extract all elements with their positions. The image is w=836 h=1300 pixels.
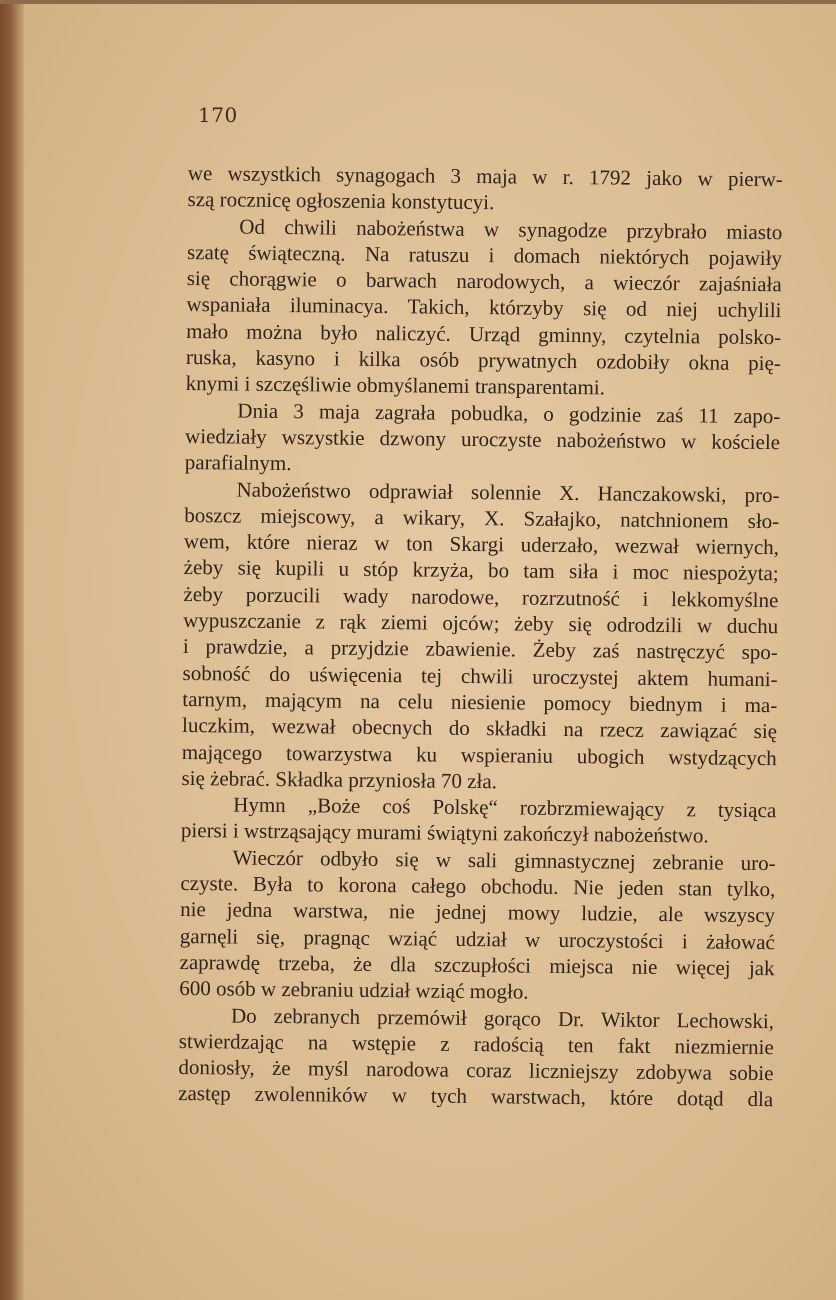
text-line: Od chwili nabożeństwa w synagodze przybrało miasto [239,214,783,244]
text-line: nie jedna warstwa, nie jednej mowy ludzie, ale wszyscy [180,897,776,928]
text-line: wem, które nieraz w ton Skargi uderzało, wezwał wiernych, [183,529,780,560]
text-line: mającego towarzystwa ku wspieraniu ubogich wstydzących [181,739,777,770]
text-line: się żebrać. Składka przyniosła 70 zła. [181,765,498,794]
text-line: ruska, kasyno i kilka osób prywatnych ozdobiły okna pię- [185,345,782,376]
text-line: się chorągwie o barwach narodowych, a wieczór zajaśniała [186,266,782,297]
text-line: boszcz miejscowy, a wikary, X. Szałajko, natchnionem sło- [184,502,780,534]
text-line: garnęli się, pragnąc wziąć udział w uroczystości i żałować [179,923,775,954]
text-line: tarnym, mającym na celu niesienie pomocy biednym i ma- [182,686,778,718]
text-line: mało można było naliczyć. Urząd gminny, czytelnia polsko- [186,318,782,350]
text-line: Hymn „Boże coś Polskę“ rozbrzmiewający z tysiąca [233,792,777,823]
text-line: parafialnym. [184,450,292,476]
text-line: we wszystkich synagogach 3 maja w r. 1792 jako w pierw- [187,160,783,192]
text-line: luczkim, wezwał obecnych do składki na rzecz zawiązać się [181,713,778,744]
text-line: czyste. Była to korona całego obchodu. Nie jeden stan tylko, [180,870,776,902]
text-line: Nabożeństwo odprawiał solennie X. Hanczakowski, pro- [236,477,780,507]
body-text [178,160,783,1113]
text-line: Do zebranych przemówił gorąco Dr. Wiktor Lechowski, [230,1002,775,1033]
book-binding-edge [0,0,24,1300]
text-line: szą rocznicę ogłoszenia konstytucyi. [187,187,495,215]
text-line: żeby się kupili u stóp krzyża, bo tam siła i moc niespożyta; [183,555,779,586]
text-line: Dnia 3 maja zagrała pobudka, o godzinie zaś 11 zapo- [237,398,781,428]
text-line: zaprawdę trzeba, że dla szczupłości miejsca nie więcej jak [179,949,775,981]
text-line: żeby porzucili wady narodowe, rozrzutność i lekkomyślne [183,581,779,612]
text-line: knymi i szczęśliwie obmyślanemi transparentami. [185,371,606,400]
text-line: szatę świąteczną. Na ratuszu i domach niektórych pojawiły [186,239,783,271]
page-number: 170 [198,103,238,127]
text-line: doniosły, że myśl narodowa coraz liczniejszy zdobywa sobie [178,1055,774,1086]
text-line: sobność do uświęcenia tej chwili uroczystej aktem humani- [182,660,778,691]
text-line: zastęp zwolenników w tych warstwach, które dotąd dla [178,1081,774,1112]
text-line: wspaniała iluminacya. Takich, którzyby się od niej uchylili [186,292,782,323]
text-line: 600 osób w zebraniu udział wziąć mogło. [179,976,529,1004]
text-line: wypuszczanie z rąk ziemi ojców; żeby się odrodzili w duchu [183,608,779,639]
text-line: stwierdzając na wstępie z radością ten fakt niezmiernie [178,1028,774,1059]
text-line: piersi i wstrząsający murami świątyni zakończył nabożeństwo. [180,818,709,848]
text-line: wiedziały wszystkie dzwony uroczyste nabożeństwo w kościele [184,423,781,455]
text-line: i prawdzie, a przyjdzie zbawienie. Żeby zaś nastręczyć spo- [182,634,779,665]
text-line: Wieczór odbyło się w sali gimnastycznej zebranie uro- [232,845,776,875]
